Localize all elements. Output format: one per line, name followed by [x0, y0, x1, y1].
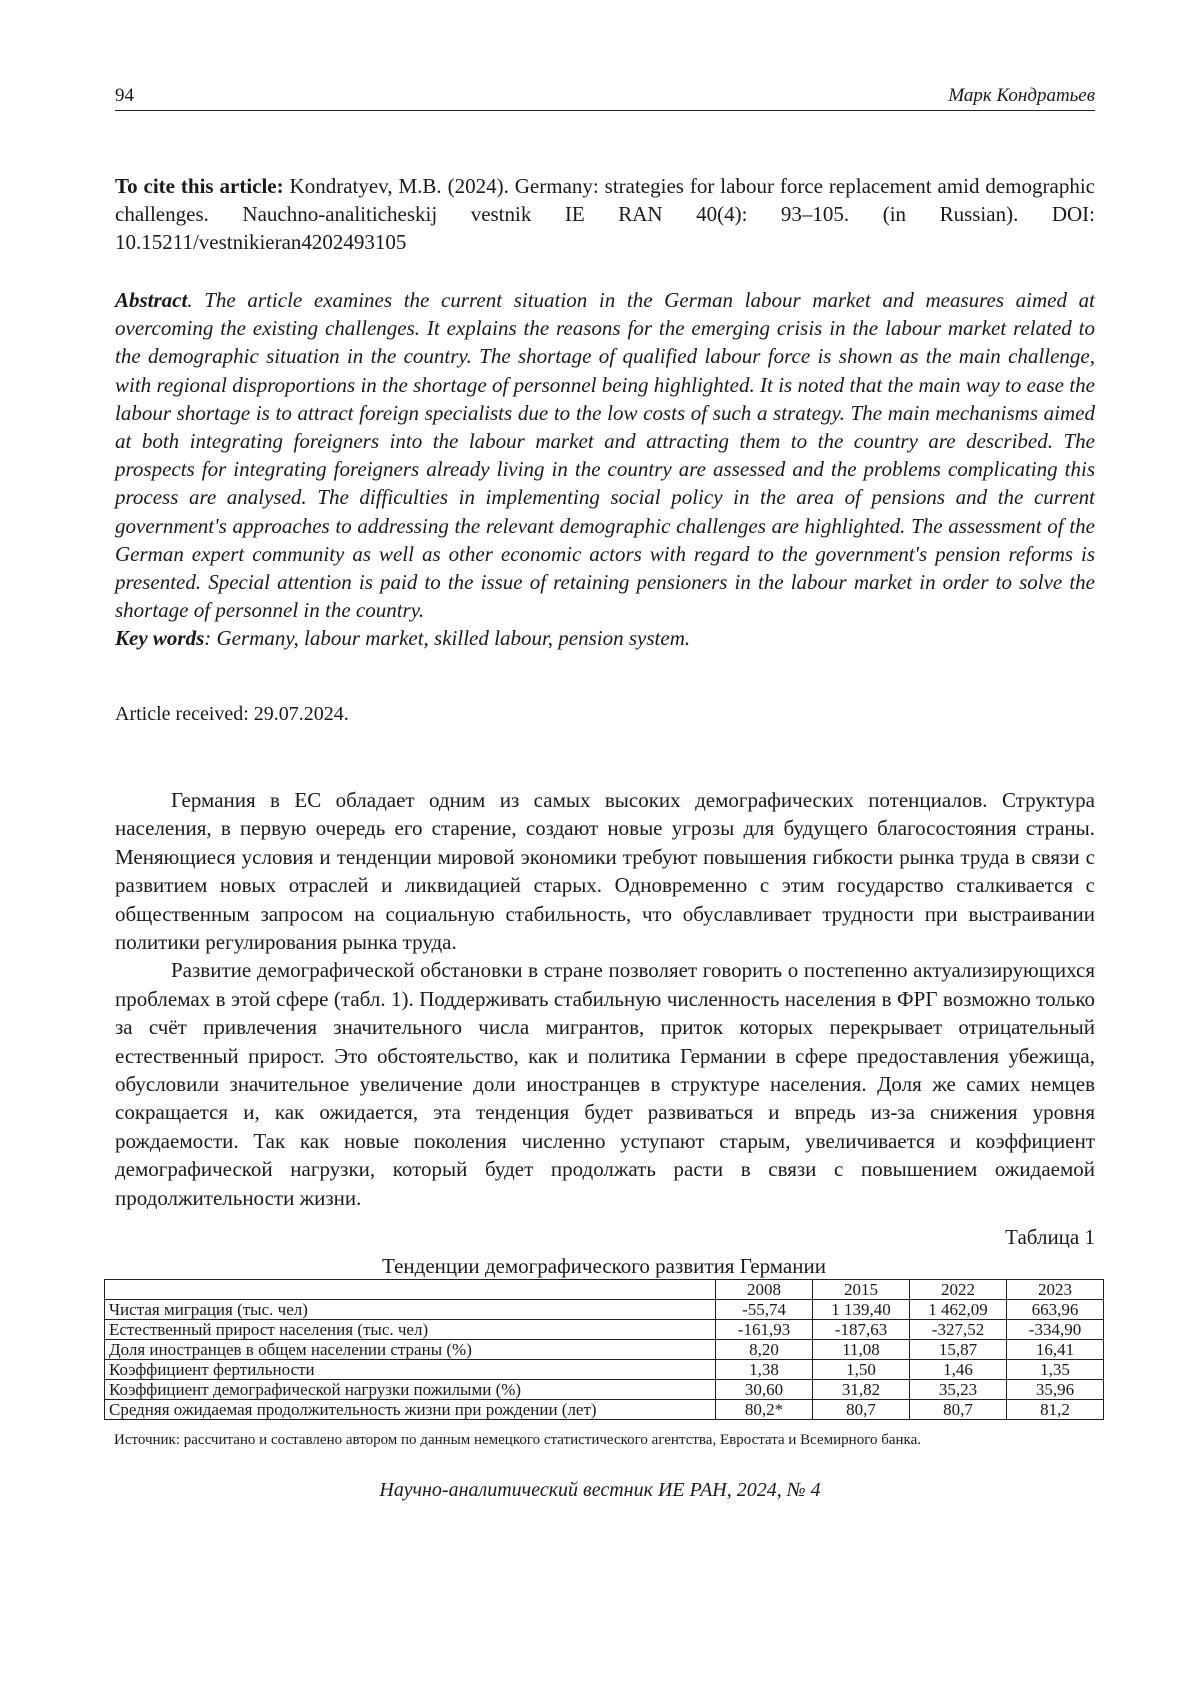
table-row-label: Чистая миграция (тыс. чел) — [105, 1300, 716, 1320]
table-row — [105, 1340, 1104, 1360]
table-cell: 1 462,09 — [910, 1300, 1007, 1320]
keywords-text: : Germany, labour market, skilled labour, pension system. — [204, 626, 691, 651]
table-row-label: Коэффициент демографической нагрузки пожилыми (%) — [105, 1380, 716, 1400]
table-row — [105, 1400, 1104, 1420]
table-cell: -334,90 — [1007, 1320, 1104, 1340]
table-cell: 11,08 — [813, 1340, 910, 1360]
table-cell: 35,23 — [910, 1380, 1007, 1400]
page-number: 94 — [115, 85, 134, 106]
body-text — [115, 786, 1095, 1212]
citation-label: To cite this article: — [115, 174, 284, 198]
table-cell: 1,35 — [1007, 1360, 1104, 1380]
table-header-blank — [105, 1280, 716, 1300]
table-row-label: Доля иностранцев в общем населении страны (%) — [105, 1340, 716, 1360]
table-row — [105, 1380, 1104, 1400]
table-cell: 1,38 — [716, 1360, 813, 1380]
table-cell: -187,63 — [813, 1320, 910, 1340]
table-header-year: 2023 — [1007, 1280, 1104, 1300]
table-header-year: 2022 — [910, 1280, 1007, 1300]
body-paragraph-2: Развитие демографической обстановки в стране позволяет говорить о постепенно актуализирующихся проблемах в этой сфере (табл. 1). Поддерживать стабильную численность населения в ФРГ возможно только за счёт привлечения значительного числа мигрантов, приток которых перекрывает отрицательный естественный прирост. Это обстоятельство, как и политика Германии в сфере предоставления убежища, обусловили значительное увеличение доли иностранцев в структуре населения. Доля же самих немцев сокращается и, как ожидается, эта тенденция будет развиваться и впредь из-за снижения уровня рождаемости. Так как новые поколения численно уступают старым, увеличивается и коэффициент демографической нагрузки, который будет продолжать расти в связи с повышением ожидаемой продолжительности жизни. — [115, 958, 1095, 1210]
abstract-paragraph — [115, 286, 1095, 624]
table-cell: 35,96 — [1007, 1380, 1104, 1400]
table-cell: -161,93 — [716, 1320, 813, 1340]
table-row — [105, 1300, 1104, 1320]
table-header-year: 2015 — [813, 1280, 910, 1300]
table-row — [105, 1320, 1104, 1340]
table-header-row — [105, 1280, 1104, 1300]
table-cell: 16,41 — [1007, 1340, 1104, 1360]
table-row-label: Естественный прирост населения (тыс. чел) — [105, 1320, 716, 1340]
table-cell: 15,87 — [910, 1340, 1007, 1360]
keywords — [115, 624, 1095, 652]
table-cell: 1,46 — [910, 1360, 1007, 1380]
running-author: Марк Кондратьев — [948, 85, 1095, 106]
table-row-label: Средняя ожидаемая продолжительность жизни при рождении (лет) — [105, 1400, 716, 1420]
table-cell: 30,60 — [716, 1380, 813, 1400]
journal-footer: Научно-аналитический вестник ИЕ РАН, 2024, № 4 — [379, 1479, 821, 1501]
abstract — [115, 286, 1095, 653]
demographic-table — [104, 1279, 1104, 1420]
table-row — [105, 1360, 1104, 1380]
running-header — [115, 84, 1095, 111]
table-cell: 80,7 — [910, 1400, 1007, 1420]
table-cell: -327,52 — [910, 1320, 1007, 1340]
table-cell: 80,7 — [813, 1400, 910, 1420]
table-cell: 663,96 — [1007, 1300, 1104, 1320]
table-title: Тенденции демографического развития Германии — [382, 1254, 826, 1278]
table-source-note: Источник: рассчитано и составлено автором по данным немецкого статистического агентства, Евростата и Всемирного банка. — [114, 1432, 922, 1448]
table-cell: 81,2 — [1007, 1400, 1104, 1420]
body-paragraph-1: Германия в ЕС обладает одним из самых высоких демографических потенциалов. Структура населения, в первую очередь его старение, создают новые угрозы для будущего благосостояния страны. Меняющиеся условия и тенденции мировой экономики требуют повышения гибкости рынка труда в связи с развитием новых отраслей и ликвидацией старых. Одновременно с этим государство сталкивается с общественным запросом на социальную стабильность, что обуславливает трудности при выстраивании политики регулирования рынка труда. — [115, 788, 1095, 955]
abstract-text: . The article examines the current situation in the German labour market and measures aimed at overcoming the existing challenges. It explains the reasons for the emerging crisis in the labour market related to the demographic situation in the country. The shortage of qualified labour force is shown as the main challenge, with regional disproportions in the shortage of personnel being highlighted. It is noted that the main way to ease the labour shortage is to attract foreign specialists due to the low costs of such a strategy. The main mechanisms aimed at both integrating foreigners into the labour market and attracting them to the country are described. The prospects for integrating foreigners already living in the country are assessed and the problems complicating this process are analysed. The difficulties in implementing social policy in the area of pensions and the current government's approaches to addressing the relevant demographic challenges are highlighted. The assessment of the German expert community as well as other economic actors with regard to the government's pension reforms is presented. Special attention is paid to the issue of retaining pensioners in the labour market in order to solve the shortage of personnel in the country. — [115, 288, 1095, 623]
table-cell: 8,20 — [716, 1340, 813, 1360]
abstract-label: Abstract — [115, 288, 188, 312]
table-row-label: Коэффициент фертильности — [105, 1360, 716, 1380]
table-header-year: 2008 — [716, 1280, 813, 1300]
table-cell: 80,2* — [716, 1400, 813, 1420]
table-cell: 31,82 — [813, 1380, 910, 1400]
keywords-label: Key words — [115, 626, 205, 651]
citation — [115, 172, 1095, 256]
citation-text: Kondratyev, M.B. (2024). Germany: strategies for labour force replacement amid demographic challenges. Nauchno-analiticheskij vestnik IE RAN 40(4): 93–105. (in Russian). DOI: 10.15211/vestnikieran4202493105 — [115, 174, 1095, 254]
table-cell: 1 139,40 — [813, 1300, 910, 1320]
table-number: Таблица 1 — [1005, 1225, 1095, 1249]
table-cell: -55,74 — [716, 1300, 813, 1320]
article-received: Article received: 29.07.2024. — [115, 703, 349, 725]
table-cell: 1,50 — [813, 1360, 910, 1380]
